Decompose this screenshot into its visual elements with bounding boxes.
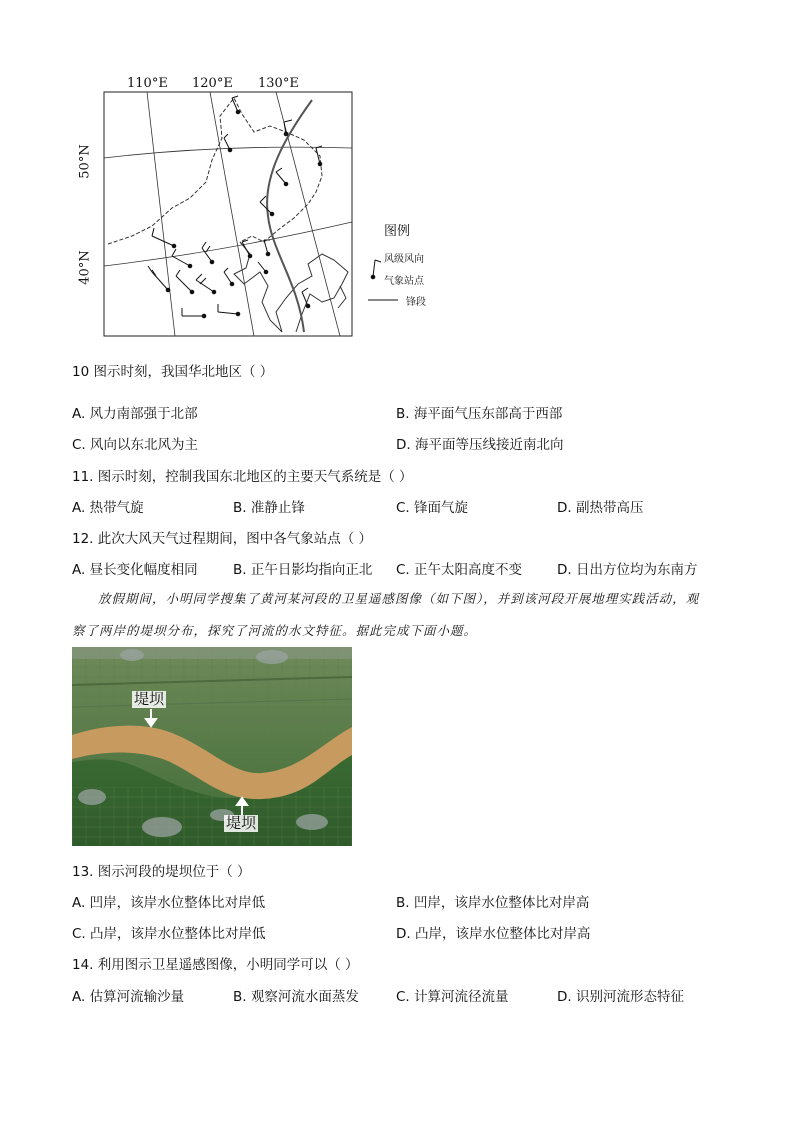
q11-option-c[interactable]: C. 锋面气旋	[396, 500, 469, 516]
passage-line-1: 放假期间，小明同学搜集了黄河某河段的卫星遥感图像（如下图），并到该河段开展地理实践活动，观	[98, 591, 700, 606]
legend-wind-label: 风级风向	[384, 254, 424, 265]
q11-option-d[interactable]: D. 副热带高压	[557, 500, 644, 516]
q14-option-c[interactable]: C. 计算河流径流量	[396, 989, 509, 1005]
q12-option-d[interactable]: D. 日出方位均为东南方	[557, 562, 698, 578]
q12-option-a[interactable]: A. 昼长变化幅度相同	[72, 562, 198, 578]
q11-stem: 11. 图示时刻，控制我国东北地区的主要天气系统是（ ）	[72, 469, 413, 485]
q14-option-b[interactable]: B. 观察河流水面蒸发	[233, 989, 359, 1005]
q12-option-b[interactable]: B. 正午日影均指向正北	[233, 562, 373, 578]
lon-label-130: 130°E	[258, 76, 299, 91]
q13-stem: 13. 图示河段的堤坝位于（ ）	[72, 864, 251, 880]
q10-option-b[interactable]: B. 海平面气压东部高于西部	[396, 406, 563, 422]
lat-label-50: 50°N	[77, 144, 93, 179]
q10-option-c[interactable]: C. 风向以东北风为主	[72, 437, 199, 453]
lon-label-120: 120°E	[192, 76, 233, 91]
q14-stem: 14. 利用图示卫星遥感图像，小明同学可以（ ）	[72, 957, 359, 973]
dam-label-north: 堤坝	[134, 690, 165, 708]
q12-option-c[interactable]: C. 正午太阳高度不变	[396, 562, 523, 578]
map-frame	[104, 92, 352, 336]
lon-label-110: 110°E	[127, 76, 168, 91]
dam-label-south: 堤坝	[226, 814, 257, 832]
q14-option-a[interactable]: A. 估算河流输沙量	[72, 989, 185, 1005]
legend-wind-icon	[371, 260, 381, 279]
legend-title: 图例	[384, 224, 411, 239]
satellite-image	[72, 647, 352, 846]
q11-option-b[interactable]: B. 准静止锋	[233, 500, 305, 516]
q12-stem: 12. 此次大风天气过程期间，图中各气象站点（ ）	[72, 531, 373, 547]
weather-map-figure	[72, 76, 442, 342]
q10-stem: 10 图示时刻，我国华北地区（ ）	[72, 364, 274, 380]
q14-option-d[interactable]: D. 识别河流形态特征	[557, 989, 684, 1005]
q13-option-c[interactable]: C. 凸岸，该岸水位整体比对岸低	[72, 926, 266, 942]
passage-line-2: 察了两岸的堤坝分布，探究了河流的水文特征。据此完成下面小题。	[72, 623, 478, 638]
legend-front-label: 锋段	[406, 297, 426, 308]
q13-option-b[interactable]: B. 凹岸，该岸水位整体比对岸高	[396, 895, 590, 911]
weather-map	[72, 76, 442, 342]
q11-option-a[interactable]: A. 热带气旋	[72, 500, 144, 516]
q10-option-a[interactable]: A. 风力南部强于北部	[72, 406, 198, 422]
legend-station-label: 气象站点	[384, 276, 424, 287]
q13-option-d[interactable]: D. 凸岸，该岸水位整体比对岸高	[396, 926, 591, 942]
satellite-image-graphic	[72, 647, 352, 846]
q13-option-a[interactable]: A. 凹岸，该岸水位整体比对岸低	[72, 895, 266, 911]
q10-option-d[interactable]: D. 海平面等压线接近南北向	[396, 437, 564, 453]
lat-label-40: 40°N	[77, 250, 93, 285]
